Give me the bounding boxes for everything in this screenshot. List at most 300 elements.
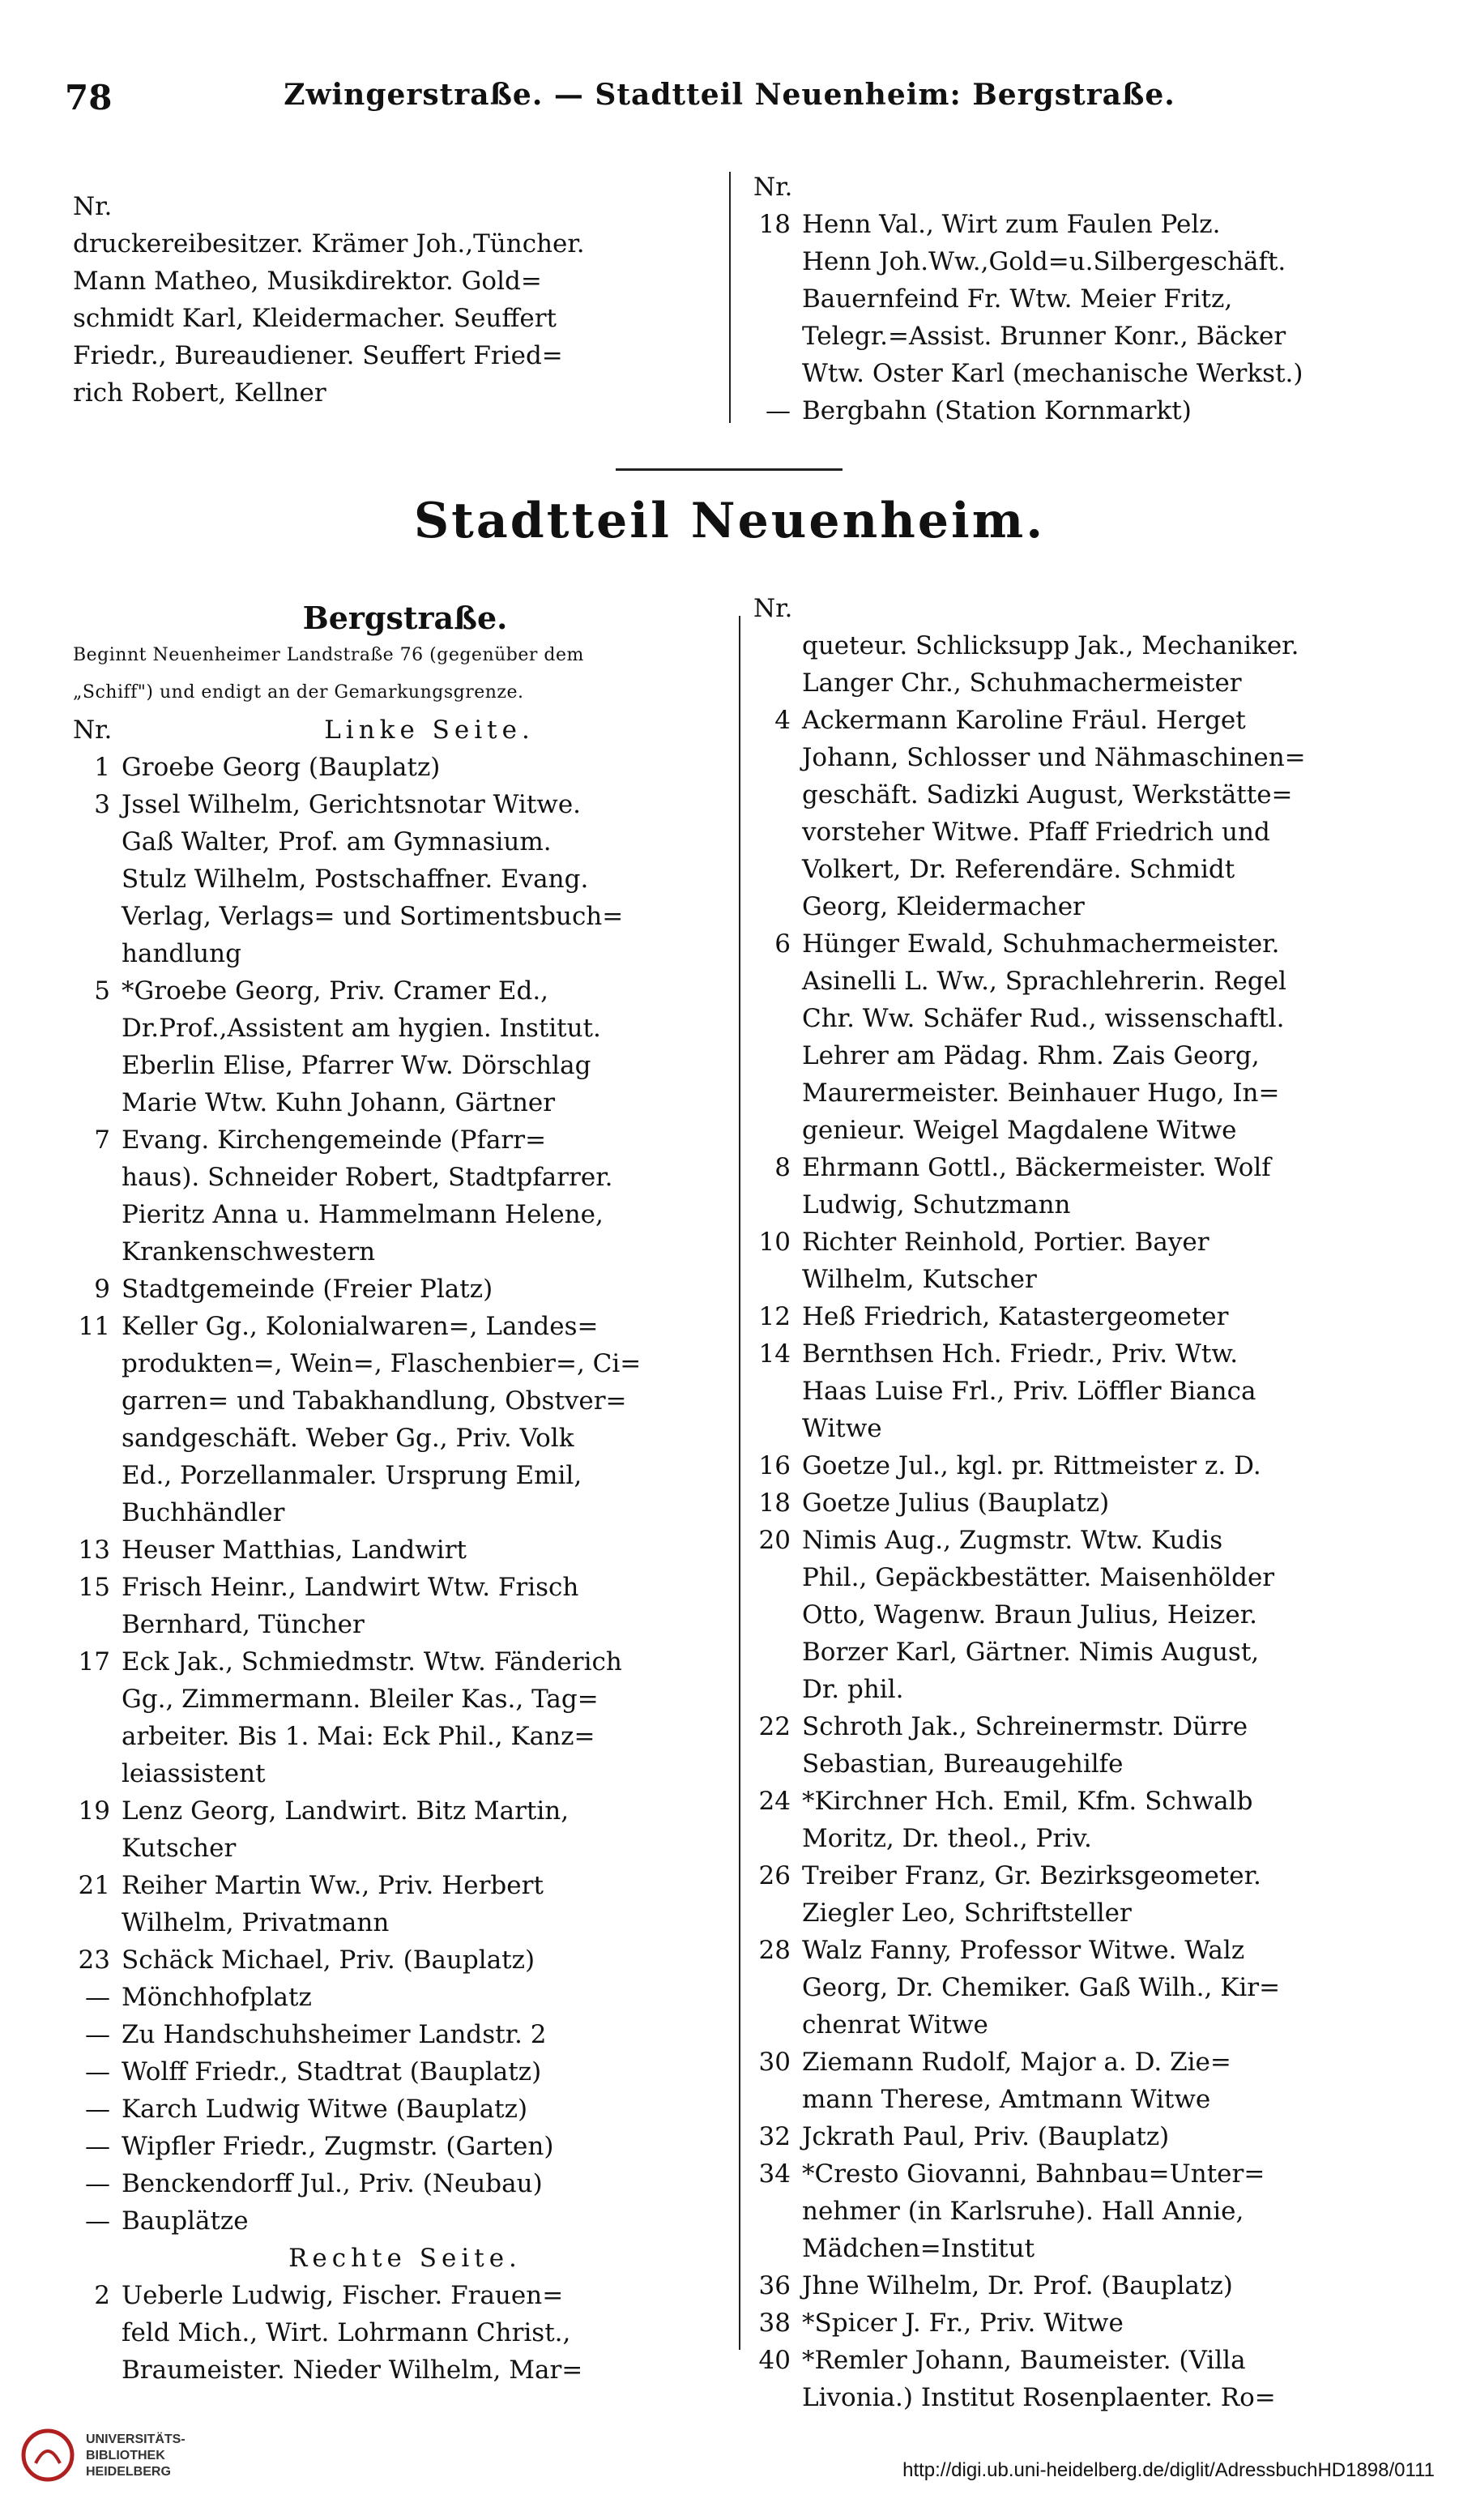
house-number: [753, 1634, 802, 1671]
directory-entry-line: [753, 888, 1426, 925]
house-number: 22: [758, 1712, 791, 1741]
directory-entry-line: [753, 318, 1401, 355]
house-number: 34: [758, 2159, 791, 2189]
directory-entry-line: [73, 1830, 737, 1867]
resident-text: Bauplätze: [122, 2206, 249, 2236]
house-number: —: [85, 1983, 110, 2012]
resident-text: Mädchen=Institut: [802, 2234, 1035, 2263]
house-number: [753, 1037, 802, 1074]
house-number: [73, 1233, 122, 1271]
directory-entry-line: [73, 2016, 737, 2053]
house-number: [73, 1196, 122, 1233]
directory-entry-line: [73, 2053, 737, 2091]
house-number: 15: [78, 1573, 110, 1602]
house-number: —: [85, 2169, 110, 2198]
directory-entry-line: [73, 1159, 737, 1196]
house-number: [753, 776, 802, 814]
directory-entry-line: [753, 1969, 1426, 2006]
directory-entry-line: [73, 2277, 737, 2314]
resident-text: Jhne Wilhelm, Dr. Prof. (Bauplatz): [802, 2271, 1233, 2300]
directory-entry-line: [753, 664, 1426, 702]
directory-entry-line: [753, 1074, 1426, 1112]
directory-entry-line: [753, 1932, 1426, 1969]
resident-text: Volkert, Dr. Referendäre. Schmidt: [802, 855, 1235, 884]
logo-line: BIBLIOTHEK: [86, 2449, 165, 2462]
resident-text: Stadtgemeinde (Freier Platz): [122, 1275, 493, 1304]
directory-entry-line: [753, 1000, 1426, 1037]
source-url[interactable]: http://digi.ub.uni-heidelberg.de/diglit/AdressbuchHD1898/0111: [902, 2459, 1435, 2481]
resident-text: Ludwig, Schutzmann: [802, 1190, 1071, 1219]
directory-entry-line: [73, 2091, 737, 2128]
house-number: [753, 2379, 802, 2416]
resident-text: Borzer Karl, Gärtner. Nimis August,: [802, 1638, 1260, 1667]
resident-text: *Kirchner Hch. Emil, Kfm. Schwalb: [802, 1787, 1253, 1816]
resident-text: Maurermeister. Beinhauer Hugo, In=: [802, 1078, 1280, 1108]
logo-text: [86, 2432, 186, 2480]
house-number: [73, 1047, 122, 1084]
house-number: [73, 1904, 122, 1941]
library-seal-icon: [19, 2427, 76, 2484]
house-number: [73, 1010, 122, 1047]
house-number: 20: [758, 1526, 791, 1555]
resident-text: Walz Fanny, Professor Witwe. Walz: [802, 1936, 1245, 1965]
house-number: [753, 1969, 802, 2006]
house-number: [73, 2351, 122, 2389]
directory-entry-line: [73, 2351, 737, 2389]
directory-entry-line: [73, 1941, 737, 1979]
directory-entry-line: [753, 1894, 1426, 1932]
resident-text: leiassistent: [122, 1759, 266, 1788]
directory-entry-line: [753, 1335, 1426, 1373]
street-intro-line: „Schiff") und endigt an der Gemarkungsgrenze.: [73, 682, 524, 703]
house-number: —: [85, 2132, 110, 2161]
resident-text: Langer Chr., Schuhmachermeister: [802, 668, 1242, 698]
directory-entry-line: [753, 1671, 1426, 1708]
resident-text: Wtw. Oster Karl (mechanische Werkst.): [802, 359, 1303, 388]
directory-entry-line: [73, 1308, 737, 1345]
directory-entry-line: [73, 1531, 737, 1569]
house-number: 17: [78, 1647, 110, 1676]
resident-text: Ehrmann Gottl., Bäckermeister. Wolf: [802, 1153, 1271, 1182]
resident-text: Dr.Prof.,Assistent am hygien. Institut.: [122, 1014, 601, 1043]
directory-entry-line: [73, 1867, 737, 1904]
directory-entry-line: [753, 627, 1426, 664]
house-number: [753, 963, 802, 1000]
house-number: 23: [78, 1946, 110, 1975]
resident-text: Pieritz Anna u. Hammelmann Helene,: [122, 1200, 604, 1229]
directory-entry-line: [753, 1186, 1426, 1224]
directory-entry-line: [753, 1559, 1426, 1596]
directory-entry-line: [73, 2202, 737, 2240]
resident-text: Schäck Michael, Priv. (Bauplatz): [122, 1946, 535, 1975]
resident-text: Zu Handschuhsheimer Landstr. 2: [122, 2020, 547, 2049]
house-number: [753, 814, 802, 851]
directory-entry-line: [753, 702, 1426, 739]
resident-text: Nimis Aug., Zugmstr. Wtw. Kudis: [802, 1526, 1223, 1555]
house-number: [73, 1830, 122, 1867]
house-number: [73, 935, 122, 972]
resident-text: Bernhard, Tüncher: [122, 1610, 365, 1639]
house-number: 24: [758, 1787, 791, 1816]
directory-entry-line: [73, 1233, 737, 1271]
house-number: [73, 1382, 122, 1420]
house-number: [753, 1261, 802, 1298]
directory-entry-line: [73, 1196, 737, 1233]
directory-entry-line: [753, 2044, 1426, 2081]
house-number: [753, 2006, 802, 2044]
house-number: [73, 1755, 122, 1792]
directory-entry-line: [73, 823, 737, 861]
directory-entry-line: [753, 1373, 1426, 1410]
house-number: —: [766, 396, 791, 425]
resident-text: Benckendorff Jul., Priv. (Neubau): [122, 2169, 543, 2198]
directory-entry-line: [753, 1522, 1426, 1559]
street-intro-line: Beginnt Neuenheimer Landstraße 76 (gegenüber dem: [73, 645, 584, 665]
resident-text: Karch Ludwig Witwe (Bauplatz): [122, 2095, 528, 2124]
house-number: 40: [758, 2346, 791, 2375]
resident-text: Bernthsen Hch. Friedr., Priv. Wtw.: [802, 1339, 1239, 1369]
house-number: [753, 243, 802, 280]
resident-text: Gaß Walter, Prof. am Gymnasium.: [122, 827, 552, 856]
house-number: [73, 2314, 122, 2351]
resident-text: *Groebe Georg, Priv. Cramer Ed.,: [122, 976, 549, 1006]
resident-text: Moritz, Dr. theol., Priv.: [802, 1824, 1092, 1853]
directory-entry-line: [753, 1410, 1426, 1447]
resident-text: Schroth Jak., Schreinermstr. Dürre: [802, 1712, 1248, 1741]
resident-text: Eck Jak., Schmiedmstr. Wtw. Fänderich: [122, 1647, 622, 1676]
directory-entry-line: [73, 1271, 737, 1308]
house-number: [753, 1074, 802, 1112]
house-number: [73, 861, 122, 898]
directory-entry-line: [73, 1718, 737, 1755]
directory-entry-line: [753, 1224, 1426, 1261]
house-number: 19: [78, 1796, 110, 1826]
resident-text: Richter Reinhold, Portier. Bayer: [802, 1228, 1209, 1257]
resident-text: Mönchhofplatz: [122, 1983, 312, 2012]
directory-entry-line: [753, 2304, 1426, 2342]
top-left-column: [73, 188, 721, 412]
house-number: [753, 1596, 802, 1634]
resident-text: *Spicer J. Fr., Priv. Witwe: [802, 2309, 1124, 2338]
resident-text: *Cresto Giovanni, Bahnbau=Unter=: [802, 2159, 1265, 2189]
library-logo: [19, 2427, 279, 2500]
resident-text: Groebe Georg (Bauplatz): [122, 753, 441, 782]
house-number: 18: [758, 1489, 791, 1518]
resident-text: Gg., Zimmermann. Bleiler Kas., Tag=: [122, 1685, 599, 1714]
house-number: [753, 1745, 802, 1783]
directory-entry-line: [753, 2267, 1426, 2304]
house-number: 4: [774, 706, 791, 735]
resident-text: Hünger Ewald, Schuhmachermeister.: [802, 929, 1280, 959]
house-number: [753, 318, 802, 355]
house-number: 16: [758, 1451, 791, 1480]
resident-text: Ziemann Rudolf, Major a. D. Zie=: [802, 2048, 1231, 2077]
house-number: 3: [94, 790, 110, 819]
directory-entry-line: [73, 972, 737, 1010]
right-column: [753, 590, 1426, 2416]
nr-label: Nr.: [73, 715, 113, 745]
house-number: [753, 1559, 802, 1596]
house-number: —: [85, 2206, 110, 2236]
resident-text: sandgeschäft. Weber Gg., Priv. Volk: [122, 1424, 574, 1453]
resident-text: Witwe: [802, 1414, 882, 1443]
directory-entry-line: [753, 2006, 1426, 2044]
resident-text: Ackermann Karoline Fräul. Herget: [802, 706, 1246, 735]
resident-text: Eberlin Elise, Pfarrer Ww. Dörschlag: [122, 1051, 591, 1080]
house-number: [73, 1159, 122, 1196]
resident-text: Bergbahn (Station Kornmarkt): [802, 396, 1192, 425]
directory-entry-line: [73, 1904, 737, 1941]
directory-entry-line: [73, 1681, 737, 1718]
resident-text: handlung: [122, 939, 241, 968]
resident-text: Dr. phil.: [802, 1675, 904, 1704]
resident-text: Treiber Franz, Gr. Bezirksgeometer.: [802, 1861, 1261, 1890]
resident-text: nehmer (in Karlsruhe). Hall Annie,: [802, 2197, 1244, 2226]
resident-text: Chr. Ww. Schäfer Rud., wissenschaftl.: [802, 1004, 1285, 1033]
house-number: 36: [758, 2271, 791, 2300]
top-right-column: [753, 169, 1401, 429]
page-number: 78: [65, 78, 113, 117]
logo-line: HEIDELBERG: [86, 2465, 171, 2479]
directory-entry-line: schmidt Karl, Kleidermacher. Seuffert: [73, 304, 557, 333]
resident-text: Henn Joh.Ww.,Gold=u.Silbergeschäft.: [802, 247, 1286, 276]
directory-entry-line: [753, 1261, 1426, 1298]
house-number: [73, 1494, 122, 1531]
resident-text: Wolff Friedr., Stadtrat (Bauplatz): [122, 2057, 542, 2086]
directory-entry-line: [73, 1606, 737, 1643]
house-number: [753, 1894, 802, 1932]
resident-text: Ueberle Ludwig, Fischer. Frauen=: [122, 2281, 564, 2310]
resident-text: Reiher Martin Ww., Priv. Herbert: [122, 1871, 544, 1900]
house-number: [73, 1606, 122, 1643]
house-number: [73, 1420, 122, 1457]
directory-entry-line: [73, 1010, 737, 1047]
resident-text: Stulz Wilhelm, Postschaffner. Evang.: [122, 865, 589, 894]
house-number: 21: [78, 1871, 110, 1900]
house-number: 7: [94, 1125, 110, 1155]
directory-entry-line: [753, 1037, 1426, 1074]
directory-entry-line: [753, 1708, 1426, 1745]
logo-line: UNIVERSITÄTS-: [86, 2432, 186, 2446]
house-number: 32: [758, 2122, 791, 2151]
directory-entry-line: [73, 1420, 737, 1457]
directory-entry-line: [753, 1596, 1426, 1634]
directory-entry-line: [73, 1494, 737, 1531]
house-number: [753, 2230, 802, 2267]
directory-entry-line: [73, 1643, 737, 1681]
directory-entry-line: [753, 2155, 1426, 2193]
directory-entry-line: [753, 1783, 1426, 1820]
directory-entry-line: druckereibesitzer. Krämer Joh.,Tüncher.: [73, 229, 585, 258]
resident-text: chenrat Witwe: [802, 2010, 988, 2039]
house-number: 14: [758, 1339, 791, 1369]
house-number: 30: [758, 2048, 791, 2077]
directory-entry-line: [73, 1345, 737, 1382]
resident-text: Frisch Heinr., Landwirt Wtw. Frisch: [122, 1573, 579, 1602]
resident-text: Telegr.=Assist. Brunner Konr., Bäcker: [802, 322, 1286, 351]
section-rule: [616, 468, 843, 471]
resident-text: Ed., Porzellanmaler. Ursprung Emil,: [122, 1461, 582, 1490]
resident-text: Jssel Wilhelm, Gerichtsnotar Witwe.: [122, 790, 582, 819]
resident-text: garren= und Tabakhandlung, Obstver=: [122, 1386, 627, 1416]
directory-entry-line: [73, 1755, 737, 1792]
resident-text: Georg, Kleidermacher: [802, 892, 1085, 921]
house-number: [753, 1671, 802, 1708]
directory-entry-line: [73, 1121, 737, 1159]
resident-text: Goetze Jul., kgl. pr. Rittmeister z. D.: [802, 1451, 1261, 1480]
directory-entry-line: [73, 786, 737, 823]
side-label: Rechte Seite.: [288, 2244, 522, 2273]
directory-entry-line: [753, 2118, 1426, 2155]
house-number: [753, 1820, 802, 1857]
resident-text: Ziegler Leo, Schriftsteller: [802, 1899, 1132, 1928]
resident-text: Wilhelm, Privatmann: [122, 1908, 390, 1937]
resident-text: Otto, Wagenw. Braun Julius, Heizer.: [802, 1600, 1257, 1629]
resident-text: arbeiter. Bis 1. Mai: Eck Phil., Kanz=: [122, 1722, 595, 1751]
directory-entry-line: [753, 1149, 1426, 1186]
resident-text: Asinelli L. Ww., Sprachlehrerin. Regel: [802, 967, 1286, 996]
resident-text: Wilhelm, Kutscher: [802, 1265, 1037, 1294]
directory-entry-line: [753, 280, 1401, 318]
house-number: [753, 888, 802, 925]
house-number: —: [85, 2020, 110, 2049]
column-divider: [729, 172, 731, 423]
directory-entry-line: [73, 1979, 737, 2016]
district-title: Stadtteil Neuenheim.: [413, 493, 1046, 549]
house-number: [73, 1718, 122, 1755]
resident-text: geschäft. Sadizki August, Werkstätte=: [802, 780, 1293, 809]
resident-text: Heß Friedrich, Katastergeometer: [802, 1302, 1229, 1331]
resident-text: Haas Luise Frl., Priv. Löffler Bianca: [802, 1377, 1256, 1406]
column-divider: [739, 616, 740, 2350]
directory-entry-line: [753, 243, 1401, 280]
house-number: [753, 2081, 802, 2118]
house-number: [73, 1681, 122, 1718]
running-head: Zwingerstraße. — Stadtteil Neuenheim: Bergstraße.: [284, 78, 1175, 112]
house-number: 12: [758, 1302, 791, 1331]
directory-entry-line: [753, 2081, 1426, 2118]
directory-entry-line: [753, 2193, 1426, 2230]
directory-entry-line: Mann Matheo, Musikdirektor. Gold=: [73, 267, 542, 296]
nr-label: Nr.: [73, 192, 113, 221]
resident-text: queteur. Schlicksupp Jak., Mechaniker.: [802, 631, 1299, 660]
house-number: 1: [94, 753, 110, 782]
house-number: 18: [758, 210, 791, 239]
house-number: 11: [78, 1312, 110, 1341]
house-number: 10: [758, 1228, 791, 1257]
directory-entry-line: [753, 206, 1401, 243]
house-number: [753, 1000, 802, 1037]
house-number: 8: [774, 1153, 791, 1182]
directory-entry-line: [753, 355, 1401, 392]
directory-entry-line: [753, 1484, 1426, 1522]
resident-text: mann Therese, Amtmann Witwe: [802, 2085, 1211, 2114]
resident-text: Sebastian, Bureaugehilfe: [802, 1749, 1124, 1779]
house-number: [753, 280, 802, 318]
directory-entry-line: rich Robert, Kellner: [73, 378, 326, 408]
nr-label: Nr.: [753, 173, 793, 202]
directory-entry-line: [753, 925, 1426, 963]
directory-entry-line: [73, 749, 737, 786]
house-number: 13: [78, 1535, 110, 1565]
resident-text: Braumeister. Nieder Wilhelm, Mar=: [122, 2356, 583, 2385]
directory-entry-line: [753, 1745, 1426, 1783]
directory-entry-line: [73, 1457, 737, 1494]
resident-text: Georg, Dr. Chemiker. Gaß Wilh., Kir=: [802, 1973, 1281, 2002]
directory-entry-line: Friedr., Bureaudiener. Seuffert Fried=: [73, 341, 563, 370]
resident-text: Keller Gg., Kolonialwaren=, Landes=: [122, 1312, 599, 1341]
house-number: [73, 898, 122, 935]
nr-label: Nr.: [753, 594, 793, 623]
left-column: [73, 600, 737, 2389]
directory-entry-line: [73, 1382, 737, 1420]
resident-text: Bauernfeind Fr. Wtw. Meier Fritz,: [802, 284, 1233, 314]
resident-text: Kutscher: [122, 1834, 237, 1863]
directory-entry-line: [753, 1634, 1426, 1671]
directory-entry-line: [753, 2342, 1426, 2379]
house-number: 9: [94, 1275, 110, 1304]
resident-text: Wipfler Friedr., Zugmstr. (Garten): [122, 2132, 554, 2161]
footer: [0, 2419, 1459, 2508]
house-number: [753, 1112, 802, 1149]
house-number: [73, 1084, 122, 1121]
directory-entry-line: [753, 1298, 1426, 1335]
house-number: [753, 664, 802, 702]
resident-text: Livonia.) Institut Rosenplaenter. Ro=: [802, 2383, 1276, 2412]
directory-entry-line: [753, 1857, 1426, 1894]
resident-text: Marie Wtw. Kuhn Johann, Gärtner: [122, 1088, 556, 1117]
directory-entry-line: [73, 1047, 737, 1084]
house-number: [753, 627, 802, 664]
side-label: Linke Seite.: [324, 715, 535, 745]
directory-entry-line: [753, 814, 1426, 851]
house-number: [73, 1345, 122, 1382]
resident-text: Phil., Gepäckbestätter. Maisenhölder: [802, 1563, 1275, 1592]
house-number: 38: [758, 2309, 791, 2338]
side-label-row: [73, 711, 737, 749]
house-number: 26: [758, 1861, 791, 1890]
directory-entry-line: [753, 2230, 1426, 2267]
page-header: [65, 78, 1394, 143]
resident-text: Verlag, Verlags= und Sortimentsbuch=: [122, 902, 624, 931]
resident-text: Buchhändler: [122, 1498, 285, 1527]
resident-text: Heuser Matthias, Landwirt: [122, 1535, 467, 1565]
resident-text: Johann, Schlosser und Nähmaschinen=: [802, 743, 1306, 772]
resident-text: Lehrer am Pädag. Rhm. Zais Georg,: [802, 1041, 1260, 1070]
directory-entry-line: [73, 2314, 737, 2351]
house-number: [753, 739, 802, 776]
house-number: [73, 1457, 122, 1494]
directory-entry-line: [73, 1569, 737, 1606]
house-number: [753, 1410, 802, 1447]
resident-text: feld Mich., Wirt. Lohrmann Christ.,: [122, 2318, 571, 2347]
directory-entry-line: [73, 1084, 737, 1121]
house-number: [753, 355, 802, 392]
directory-entry-line: [753, 2379, 1426, 2416]
directory-entry-line: [753, 1112, 1426, 1149]
house-number: [753, 2193, 802, 2230]
house-number: [753, 1373, 802, 1410]
house-number: [73, 823, 122, 861]
resident-text: *Remler Johann, Baumeister. (Villa: [802, 2346, 1246, 2375]
house-number: 2: [94, 2281, 110, 2310]
directory-entry-line: [753, 963, 1426, 1000]
directory-entry-line: [753, 392, 1401, 429]
street-title: Bergstraße.: [302, 600, 508, 636]
house-number: 28: [758, 1936, 791, 1965]
directory-entry-line: [73, 2128, 737, 2165]
house-number: —: [85, 2057, 110, 2086]
